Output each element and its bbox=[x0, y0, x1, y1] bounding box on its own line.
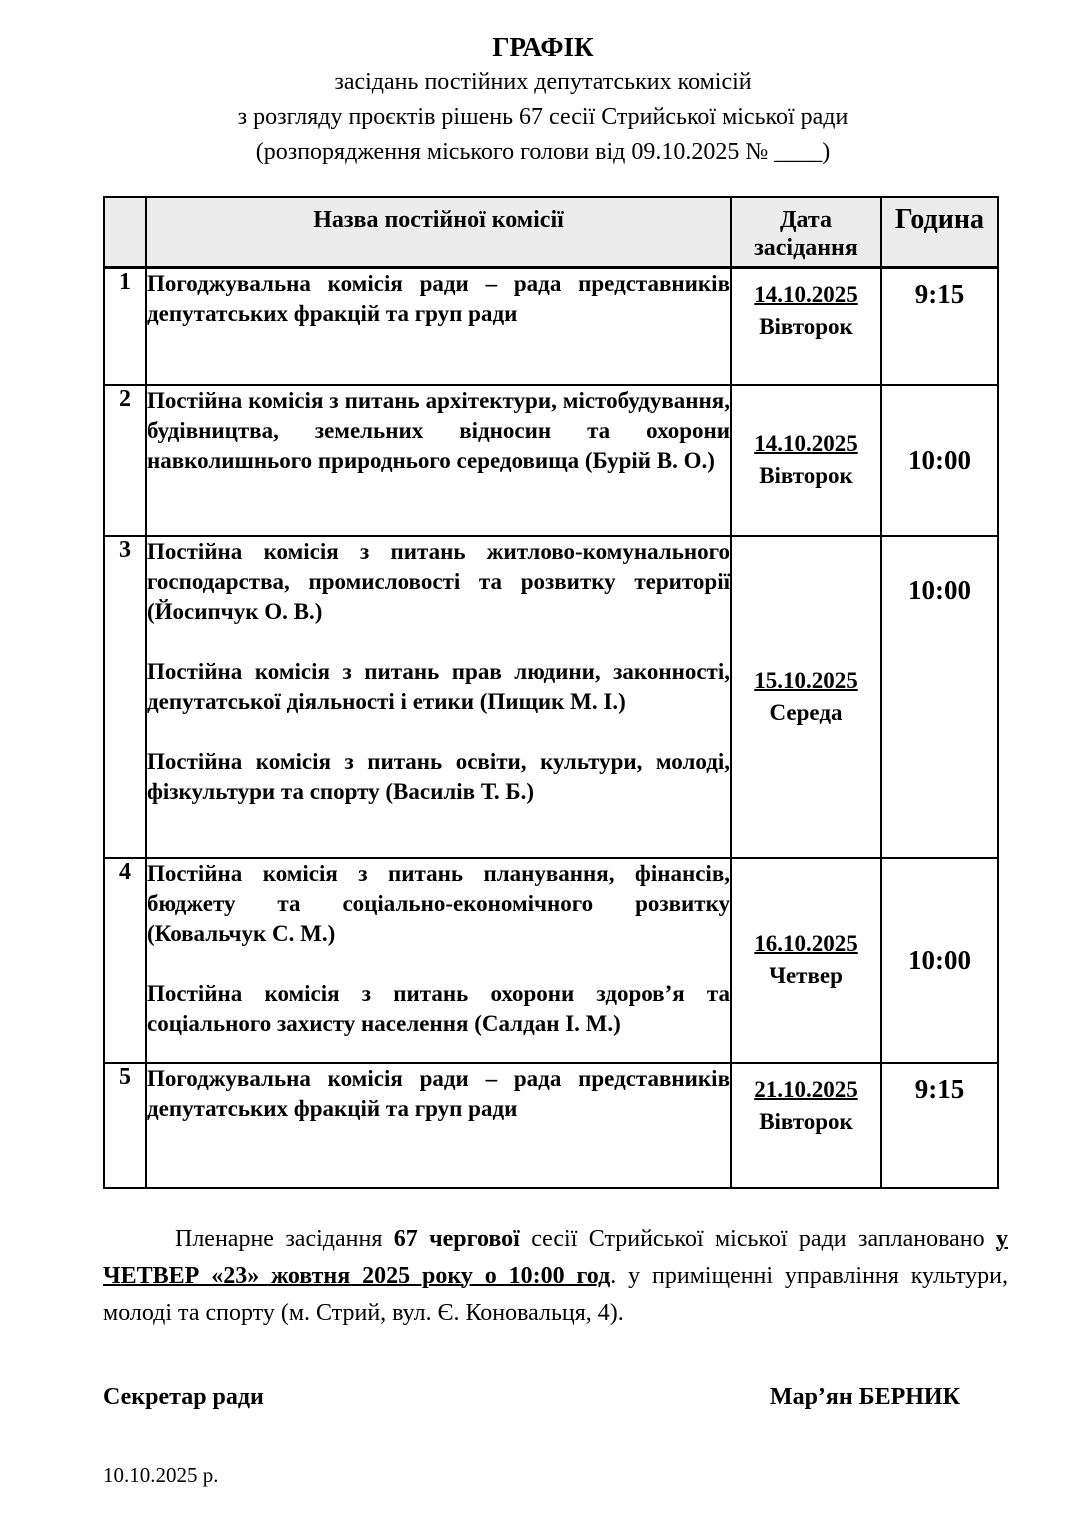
table-row bbox=[104, 858, 998, 1063]
meeting-weekday: Середа bbox=[769, 699, 843, 725]
signature-row bbox=[103, 1384, 1008, 1411]
meeting-date-cell bbox=[731, 385, 881, 536]
plenary-session-paragraph bbox=[103, 1221, 1008, 1332]
plenary-text-segment: . у приміщенні управління культури, молоді та спорту (м. Стрий, вул. Є. Коновальця, 4). bbox=[103, 1262, 1008, 1326]
meeting-date: 16.10.2025 bbox=[754, 931, 858, 956]
commission-paragraph: Постійна комісія з питань архітектури, містобудування, будівництва, земельних відносин та охорони навколишнього природнього середовища (Бурій В. О.) bbox=[147, 387, 730, 473]
meeting-date: 21.10.2025 bbox=[754, 1076, 858, 1102]
plenary-bold-underline-segment: у ЧЕТВЕР «23» жовтня 2025 року о 10:00 год bbox=[103, 1225, 1009, 1289]
meeting-hour-cell: 9:15 bbox=[881, 1063, 998, 1188]
row-number: 4 bbox=[104, 858, 146, 1063]
commission-paragraph: Постійна комісія з питань житлово-комунального господарства, промисловості та розвитку території (Йосипчук О. В.) bbox=[147, 538, 730, 624]
page-title: ГРАФІК bbox=[492, 32, 594, 62]
row-number: 5 bbox=[104, 1063, 146, 1188]
schedule-table bbox=[103, 196, 999, 1189]
table-row bbox=[104, 1063, 998, 1188]
meeting-date: 14.10.2025 bbox=[754, 282, 858, 307]
commission-paragraph: Погоджувальна комісія ради – рада представників депутатських фракцій та груп ради bbox=[147, 271, 730, 326]
commission-paragraph: Погоджувальна комісія ради – рада представників депутатських фракцій та груп ради bbox=[147, 1065, 730, 1121]
meeting-weekday: Вівторок bbox=[759, 463, 853, 488]
subtitle-line-1: засідань постійних депутатських комісій bbox=[334, 69, 752, 95]
meeting-hour-cell: 10:00 bbox=[881, 858, 998, 1063]
header-cell-commission-name: Назва постійної комісії bbox=[146, 197, 731, 268]
meeting-date-cell bbox=[731, 1063, 881, 1188]
table-header-row bbox=[104, 197, 998, 268]
commission-paragraph: Постійна комісія з питань планування, фінансів, бюджету та соціально-економічного розвитку (Ковальчук С. М.) bbox=[147, 860, 730, 946]
commission-name-cell bbox=[146, 268, 731, 385]
header-cell-hour: Година bbox=[881, 197, 998, 268]
meeting-hour-cell: 9:15 bbox=[881, 268, 998, 385]
plenary-bold-segment: 67 чергової bbox=[393, 1225, 520, 1252]
commission-name-cell bbox=[146, 858, 731, 1063]
table-row bbox=[104, 536, 998, 858]
meeting-weekday: Четвер bbox=[769, 963, 843, 988]
subtitle-line-2: з розгляду проєктів рішень 67 сесії Стрийської міської ради bbox=[237, 104, 849, 130]
document-date: 10.10.2025 р. bbox=[103, 1462, 219, 1487]
title-block bbox=[0, 30, 1086, 170]
header-cell-meeting-date: Дата засідання bbox=[731, 197, 881, 268]
commission-paragraph: Постійна комісія з питань прав людини, законності, депутатської діяльності і етики (Пищик М. І.) bbox=[147, 658, 730, 714]
meeting-date-cell bbox=[731, 268, 881, 385]
commission-paragraph: Постійна комісія з питань охорони здоров’я та соціального захисту населення (Салдан І. М.) bbox=[147, 980, 730, 1036]
meeting-date: 14.10.2025 bbox=[754, 431, 858, 456]
commission-name-cell bbox=[146, 385, 731, 536]
plenary-text-segment: сесії Стрийської міської ради заплановано bbox=[519, 1225, 997, 1252]
commission-paragraph: Постійна комісія з питань освіти, культури, молоді, фізкультури та спорту (Василів Т. Б.) bbox=[147, 748, 730, 804]
meeting-weekday: Вівторок bbox=[759, 1108, 853, 1134]
row-number: 2 bbox=[104, 385, 146, 536]
meeting-date: 15.10.2025 bbox=[754, 667, 858, 693]
meeting-date-cell bbox=[731, 858, 881, 1063]
secretary-name: Мар’ян БЕРНИК bbox=[769, 1383, 960, 1410]
commission-name-cell bbox=[146, 1063, 731, 1188]
row-number: 3 bbox=[104, 536, 146, 858]
commission-name-cell bbox=[146, 536, 731, 858]
row-number: 1 bbox=[104, 268, 146, 385]
header-cell-number bbox=[104, 197, 146, 268]
plenary-text-segment: Пленарне засідання bbox=[175, 1225, 394, 1252]
secretary-label: Секретар ради bbox=[103, 1383, 264, 1410]
table-row bbox=[104, 385, 998, 536]
meeting-hour-cell: 10:00 bbox=[881, 385, 998, 536]
subtitle-line-3: (розпорядження міського голови від 09.10.2025 № ____) bbox=[255, 139, 831, 165]
meeting-weekday: Вівторок bbox=[759, 314, 853, 339]
meeting-hour-cell: 10:00 bbox=[881, 536, 998, 858]
table-row bbox=[104, 268, 998, 385]
meeting-date-cell bbox=[731, 536, 881, 858]
